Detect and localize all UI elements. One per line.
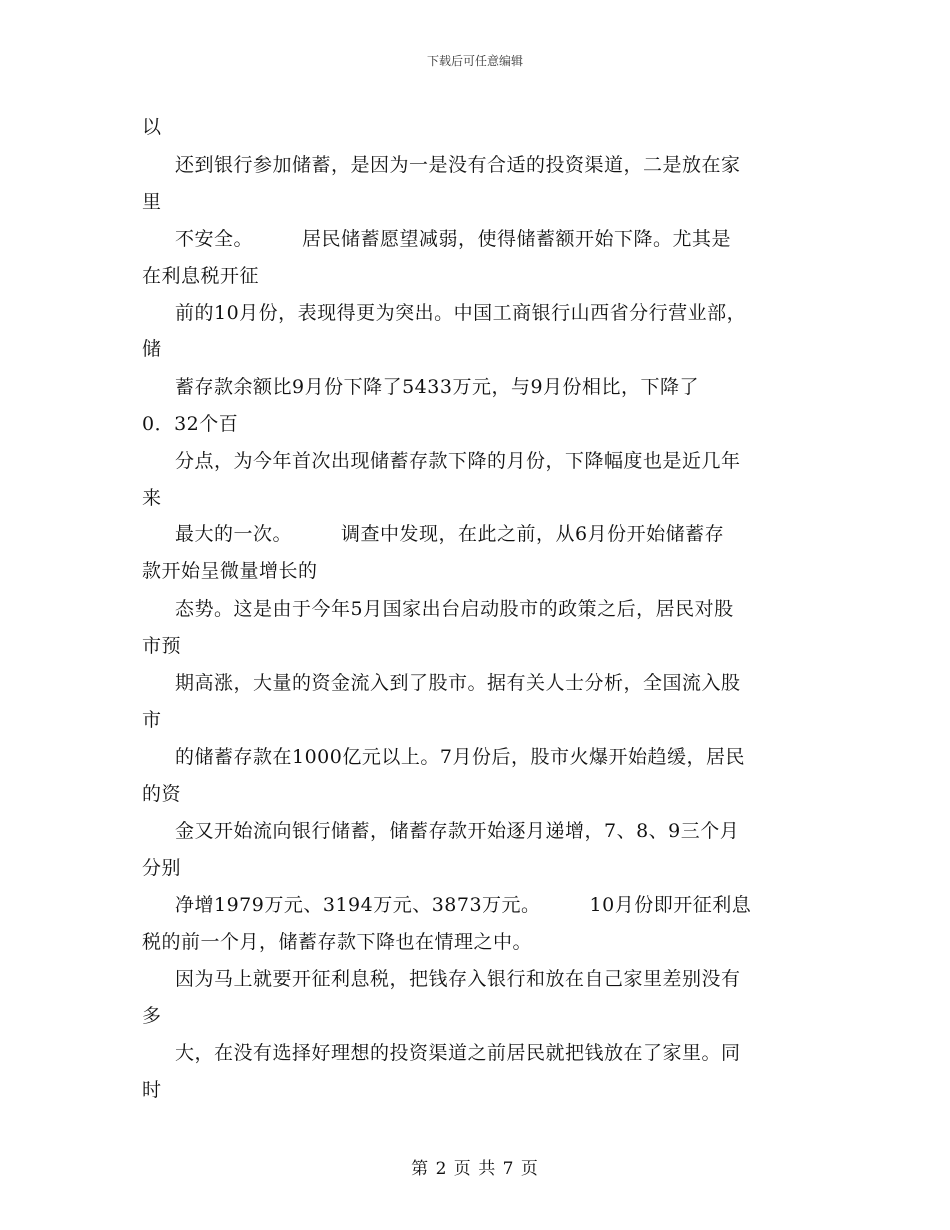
text-line: 时 [142,1079,162,1101]
text-line: 净增1979万元、3194万元、3873万元。 10月份即开征利息 [175,894,752,916]
text-line: 0．32个百 [142,413,239,435]
text-line: 大，在没有选择好理想的投资渠道之前居民就把钱放在了家里。同 [175,1042,741,1064]
text-line: 金又开始流向银行储蓄，储蓄存款开始逐月递增，7、8、9三个月 [175,820,740,842]
text-line: 市 [142,709,162,731]
text-line: 态势。这是由于今年5月国家出台启动股市的政策之后，居民对股 [175,598,734,620]
page-header: 下载后可任意编辑 [426,54,523,68]
text-line: 以 [142,116,162,138]
text-line: 不安全。 居民储蓄愿望减弱，使得储蓄额开始下降。尤其是 [175,228,732,250]
text-line: 储 [142,338,162,360]
text-line: 的储蓄存款在1000亿元以上。7月份后，股市火爆开始趋缓，居民 [175,746,745,768]
text-line: 里 [142,191,162,213]
text-line: 在利息税开征 [142,265,260,287]
text-line: 税的前一个月，储蓄存款下降也在情理之中。 [142,931,533,953]
text-line: 的资 [142,783,182,805]
page-number: 第 2 页 共 7 页 [411,1159,539,1179]
text-line: 多 [142,1005,162,1027]
text-line: 蓄存款余额比9月份下降了5433万元，与9月份相比，下降了 [175,376,700,398]
text-line: 因为马上就要开征利息税，把钱存入银行和放在自己家里差别没有 [175,968,741,990]
text-line: 款开始呈微量增长的 [142,560,318,582]
text-line: 前的10月份，表现得更为突出。中国工商银行山西省分行营业部， [175,302,747,324]
text-line: 期高涨，大量的资金流入到了股市。据有关人士分析，全国流入股 [175,672,741,694]
text-line: 最大的一次。 调查中发现，在此之前，从6月份开始储蓄存 [175,523,725,545]
text-line: 分点，为今年首次出现储蓄存款下降的月份，下降幅度也是近几年 [175,450,741,472]
text-line: 还到银行参加储蓄，是因为一是没有合适的投资渠道，二是放在家 [175,154,741,176]
text-line: 市预 [142,635,182,657]
text-line: 分别 [142,857,182,879]
text-line: 来 [142,487,162,509]
